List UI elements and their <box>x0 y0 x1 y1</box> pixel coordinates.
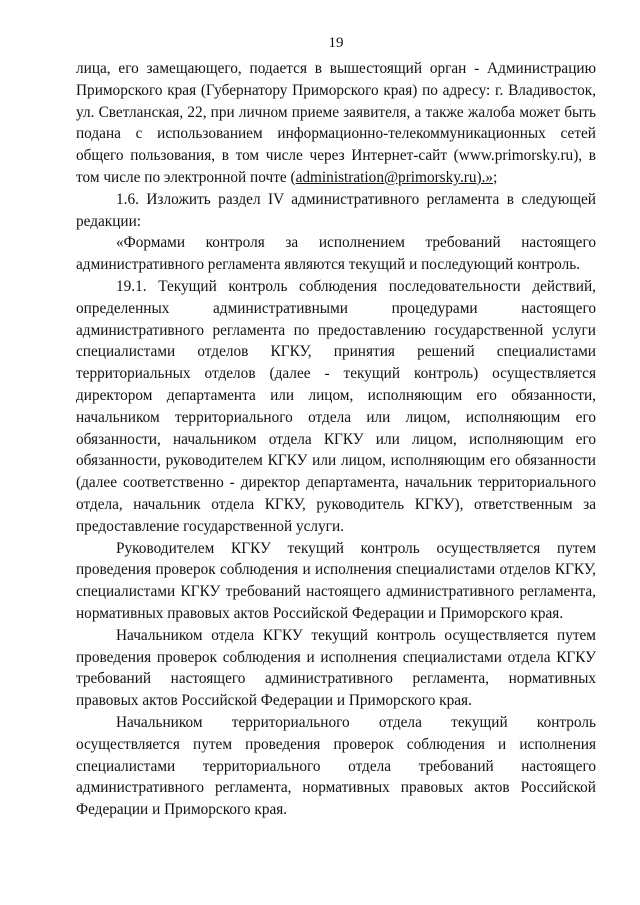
paragraph-text: Начальником отдела КГКУ текущий контроль осуществляется путем проведения проверок соблюдения и исполнения специалистами отдела КГКУ требований настоящего административного регламента, нормативных правовых актов Российской Федерации и Приморского края. <box>76 626 596 710</box>
page-number: 19 <box>328 35 344 51</box>
paragraph-p6 <box>76 712 596 821</box>
paragraph-text: «Формами контроля за исполнением требований настоящего административного регламента являются текущий и последующий контроль. <box>76 234 596 274</box>
email-link[interactable]: administration@primorsky.ru).» <box>295 168 494 186</box>
document-body <box>76 58 596 821</box>
paragraph-p1 <box>76 189 596 233</box>
paragraph-p0 <box>76 58 596 189</box>
paragraph-p3 <box>76 276 596 538</box>
paragraph-p4 <box>76 538 596 625</box>
paragraph-text: ; <box>493 168 498 186</box>
paragraph-text: 19.1. Текущий контроль соблюдения последовательности действий, определенных административными процедурами настоящего административного регламента по предоставлению государственной услуги специалистами отделов КГКУ, принятия решений специалистами территориальных отделов (далее - текущий контроль) осуществляется директором департамента или лицом, исполняющим его обязанности, начальником территориального отдела или лицом, исполняющим его обязанности, начальником отдела КГКУ или лицом, исполняющим его обязанности, руководителем КГКУ или лицом, исполняющим его обязанности (далее соответственно - директор департамента, начальник территориального отдела, начальник отдела КГКУ, руководитель КГКУ), ответственным за предоставление государственной услуги. <box>76 277 596 535</box>
paragraph-text: Начальником территориального отдела текущий контроль осуществляется путем проведения проверок соблюдения и исполнения специалистами территориального отдела требований настоящего административного регламента, нормативных правовых актов Российской Федерации и Приморского края. <box>76 713 596 819</box>
paragraph-p5 <box>76 625 596 712</box>
paragraph-p2 <box>76 232 596 276</box>
paragraph-text: лица, его замещающего, подается в вышестоящий орган - Администрацию Приморского края (Губернатору Приморского края) по адресу: г. Владивосток, ул. Светланская, 22, при личном приеме заявителя, а также жалоба может быть подана с использованием информационно-телекоммуникационных сетей общего пользования, в том числе через Интернет-сайт (www.primorsky.ru), в том числе по электронной почте ( <box>76 60 596 186</box>
paragraph-text: 1.6. Изложить раздел IV административного регламента в следующей редакции: <box>76 190 596 230</box>
paragraph-text: Руководителем КГКУ текущий контроль осуществляется путем проведения проверок соблюдения и исполнения специалистами отделов КГКУ, специалистами КГКУ требований настоящего административного регламента, нормативных правовых актов Российской Федерации и Приморского края. <box>76 539 596 622</box>
